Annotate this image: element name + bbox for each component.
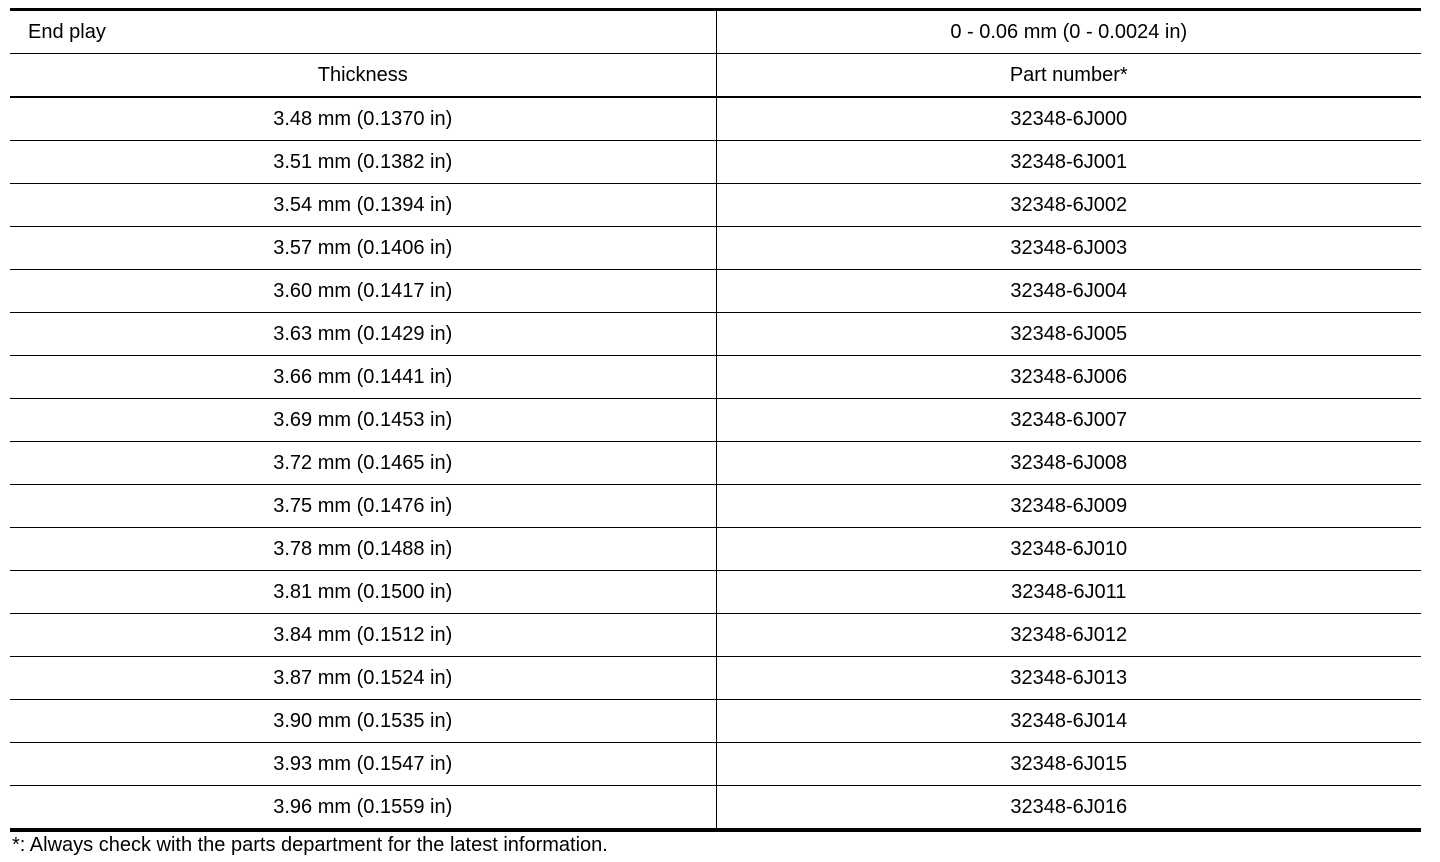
part-number-cell: 32348-6J015	[716, 743, 1421, 786]
part-number-cell: 32348-6J000	[716, 97, 1421, 141]
table-body	[10, 10, 1421, 831]
part-number-cell: 32348-6J016	[1010, 796, 1128, 818]
thickness-cell: 3.69 mm (0.1453 in)	[10, 399, 716, 442]
adjusting-shim-table	[10, 8, 1421, 832]
table-row	[10, 485, 1421, 528]
table-row	[10, 442, 1421, 485]
part-number-cell: 32348-6J008	[716, 442, 1421, 485]
footnote: *: Always check with the parts department for the latest information.	[12, 834, 608, 856]
thickness-cell: 3.60 mm (0.1417 in)	[10, 270, 716, 313]
table-row	[10, 313, 1421, 356]
part-number-cell: 32348-6J009	[716, 485, 1421, 528]
thickness-cell: 3.93 mm (0.1547 in)	[10, 743, 716, 786]
table-row	[10, 141, 1421, 184]
part-number-cell: 32348-6J005	[716, 313, 1421, 356]
thickness-cell: 3.84 mm (0.1512 in)	[10, 614, 716, 657]
part-number-cell: 32348-6J010	[716, 528, 1421, 571]
part-number-cell: 32348-6J006	[716, 356, 1421, 399]
part-number-cell: 32348-6J003	[716, 227, 1421, 270]
part-number-cell: 32348-6J013	[716, 657, 1421, 700]
part-number-cell: 32348-6J001	[716, 141, 1421, 184]
thickness-cell: 3.66 mm (0.1441 in)	[10, 356, 716, 399]
end-play-value: 0 - 0.06 mm (0 - 0.0024 in)	[716, 10, 1421, 54]
table-row	[10, 786, 1421, 831]
thickness-cell: 3.87 mm (0.1524 in)	[10, 657, 716, 700]
end-play-label: End play	[10, 10, 716, 54]
table-row	[10, 528, 1421, 571]
thickness-cell: 3.54 mm (0.1394 in)	[10, 184, 716, 227]
part-number-header: Part number*	[716, 54, 1421, 98]
table-row	[10, 614, 1421, 657]
part-number-cell: 32348-6J011	[716, 571, 1421, 614]
table-row	[10, 743, 1421, 786]
table-row	[10, 700, 1421, 743]
table-row	[10, 97, 1421, 141]
end-play-row	[10, 10, 1421, 54]
part-number-cell: 32348-6J014	[716, 700, 1421, 743]
table-row	[10, 356, 1421, 399]
thickness-cell: 3.72 mm (0.1465 in)	[10, 442, 716, 485]
thickness-cell: 3.51 mm (0.1382 in)	[10, 141, 716, 184]
thickness-cell: 3.96 mm (0.1559 in)	[10, 786, 716, 831]
table-row	[10, 227, 1421, 270]
part-number-cell: 32348-6J004	[716, 270, 1421, 313]
part-number-cell: 32348-6J007	[716, 399, 1421, 442]
table-row	[10, 184, 1421, 227]
column-header-row	[10, 54, 1421, 98]
part-number-cell: 32348-6J012	[716, 614, 1421, 657]
part-number-cell: 32348-6J002	[716, 184, 1421, 227]
table-row	[10, 657, 1421, 700]
thickness-cell: 3.57 mm (0.1406 in)	[10, 227, 716, 270]
table-row	[10, 399, 1421, 442]
thickness-cell: 3.90 mm (0.1535 in)	[10, 700, 716, 743]
thickness-cell: 3.48 mm (0.1370 in)	[10, 97, 716, 141]
table-row	[10, 571, 1421, 614]
thickness-header: Thickness	[10, 54, 716, 98]
thickness-cell: 3.81 mm (0.1500 in)	[10, 571, 716, 614]
thickness-cell: 3.75 mm (0.1476 in)	[10, 485, 716, 528]
thickness-cell: 3.63 mm (0.1429 in)	[10, 313, 716, 356]
table-row	[10, 270, 1421, 313]
thickness-cell: 3.78 mm (0.1488 in)	[10, 528, 716, 571]
